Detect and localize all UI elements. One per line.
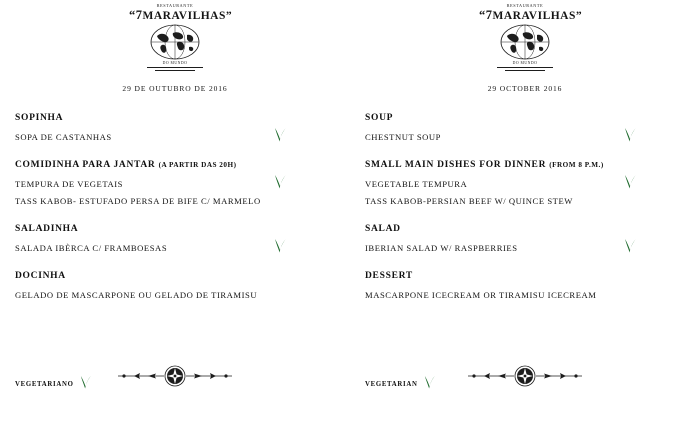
menu-item [15,194,340,207]
section-title-text: SOUP [365,113,394,123]
section-title-text: DESSERT [365,271,413,281]
menu-item-name: IBERIAN SALAD W/ RASPBERRIES [365,242,518,253]
crest-divider-rule [147,67,203,68]
section-title [365,113,690,123]
crest-brand-name [129,8,233,22]
restaurant-crest [0,0,350,80]
globe-icon [499,23,551,61]
menu-section [365,113,690,143]
menu-column-english [350,0,700,434]
crest-arc-bottom-text: DO MUNDO [512,61,538,65]
menu-item-name: CHESTNUT SOUP [365,131,441,142]
menu-sections-portuguese [0,113,350,301]
section-title [365,160,690,170]
crest-divider-rule [497,67,553,68]
vegetarian-legend-label: VEGETARIAN [365,381,418,388]
section-title-text: DOCINHA [15,271,66,281]
menu-section [15,271,340,301]
crest-brand-suffix: ” [575,10,583,22]
crest-arc-top-text: RESTAURANTE [156,3,194,8]
vegetarian-leaf-icon [423,375,436,390]
vegetarian-leaf-icon [273,174,287,190]
menu-item-name: MASCARPONE ICECREAM OR TIRAMISU ICECREAM [365,289,597,300]
compass-rose-divider-icon [110,365,240,387]
crest-divider-rule-thin [505,70,545,71]
crest-brand-main: MARAVILHAS [492,10,576,22]
crest-arc-top-text: RESTAURANTE [506,3,544,8]
menu-item [15,241,340,254]
menu-section [365,160,690,207]
menu-item [365,288,690,301]
crest-divider-rule-thin [155,70,195,71]
section-title [15,271,340,281]
menu-item [15,177,340,190]
compass-rose-divider-icon [460,365,590,387]
menu-item-name: VEGETABLE TEMPURA [365,178,468,189]
crest-brand-name [479,8,583,22]
menu-item [365,177,690,190]
crest-arc-bottom-text: DO MUNDO [162,61,188,65]
crest-brand-prefix: “7 [479,8,493,22]
menu-section [15,224,340,254]
vegetarian-legend [15,377,92,392]
menu-item-name: TEMPURA DE VEGETAIS [15,178,123,189]
menu-item-name: SOPA DE CASTANHAS [15,131,112,142]
vegetarian-leaf-icon [273,238,287,254]
section-title-text: SMALL MAIN DISHES FOR DINNER [365,160,547,170]
globe-icon [149,23,201,61]
vegetarian-legend [365,377,436,392]
menu-item-name: GELADO DE MASCARPONE OU GELADO DE TIRAMISU [15,289,258,300]
section-title-text: COMIDINHA PARA JANTAR [15,160,156,170]
menu-item-name: TASS KABOB-PERSIAN BEEF W/ QUINCE STEW [365,195,573,206]
menu-date-portuguese: 29 DE OUTUBRO DE 2016 [122,84,228,93]
menu-section [365,224,690,254]
section-title-text: SALAD [365,224,401,234]
section-title-text: SALADINHA [15,224,79,234]
vegetarian-leaf-icon [623,174,637,190]
menu-section [15,160,340,207]
vegetarian-leaf-icon [79,375,92,390]
menu-item [365,194,690,207]
menu-item [15,288,340,301]
section-title [15,113,340,123]
menu-item [365,130,690,143]
vegetarian-leaf-icon [623,238,637,254]
menu-date-english: 29 OCTOBER 2016 [487,84,563,93]
section-title [15,160,340,170]
section-title [365,224,690,234]
section-title-note: (A PARTIR DAS 20H) [158,161,237,169]
menu-item [15,130,340,143]
section-title-text: SOPINHA [15,113,64,123]
crest-brand-suffix: ” [225,10,233,22]
menu-item [365,241,690,254]
crest-brand-main: MARAVILHAS [142,10,226,22]
crest-brand-prefix: “7 [129,8,143,22]
vegetarian-leaf-icon [623,127,637,143]
section-title-note: (FROM 8 P.M.) [549,161,604,169]
restaurant-crest [350,0,700,80]
section-title [365,271,690,281]
section-title [15,224,340,234]
menu-item-name: SALADA IBÈRCA C/ FRAMBOESAS [15,242,168,253]
vegetarian-legend-label: VEGETARIANO [15,381,74,388]
menu-section [15,113,340,143]
vegetarian-leaf-icon [273,127,287,143]
menu-item-name: TASS KABOB- ESTUFADO PERSA DE BIFE C/ MARMELO [15,195,261,206]
menu-sections-english [350,113,700,301]
menu-section [365,271,690,301]
